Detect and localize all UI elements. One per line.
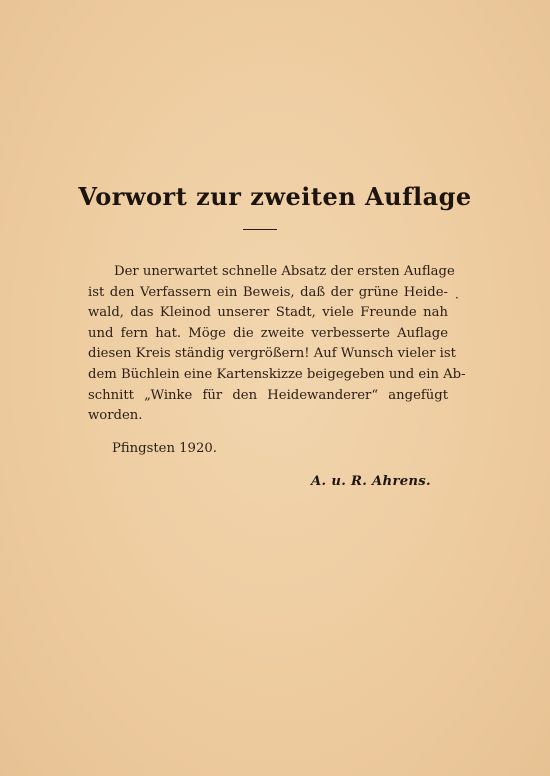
paragraph-line: ist den Verfassern ein Beweis, daß der grüne Heide- <box>88 284 448 300</box>
paragraph-line: diesen Kreis ständig vergrößern! Auf Wunsch vieler ist <box>88 346 456 362</box>
title-divider <box>243 229 277 230</box>
page-title: Vorwort zur zweiten Auflage <box>78 182 472 211</box>
paragraph-line: worden. <box>88 408 143 424</box>
paragraph-line: und fern hat. Möge die zweite verbesserte Auflage <box>88 325 448 341</box>
foreword-paragraph <box>88 262 466 427</box>
paragraph-line: schnitt „Winke für den Heidewanderer“ angefügt <box>88 387 448 403</box>
date-line: Pfingsten 1920. <box>112 441 217 456</box>
ink-speck: · <box>455 291 459 305</box>
paragraph-line: dem Büchlein eine Kartenskizze beigegeben und ein Ab- <box>88 366 466 382</box>
paragraph-line: Der unerwartet schnelle Absatz der ersten Auflage <box>114 264 455 279</box>
paragraph-line: wald, das Kleinod unserer Stadt, viele Freunde nah <box>88 305 448 321</box>
author-signature: A. u. R. Ahrens. <box>311 474 431 489</box>
